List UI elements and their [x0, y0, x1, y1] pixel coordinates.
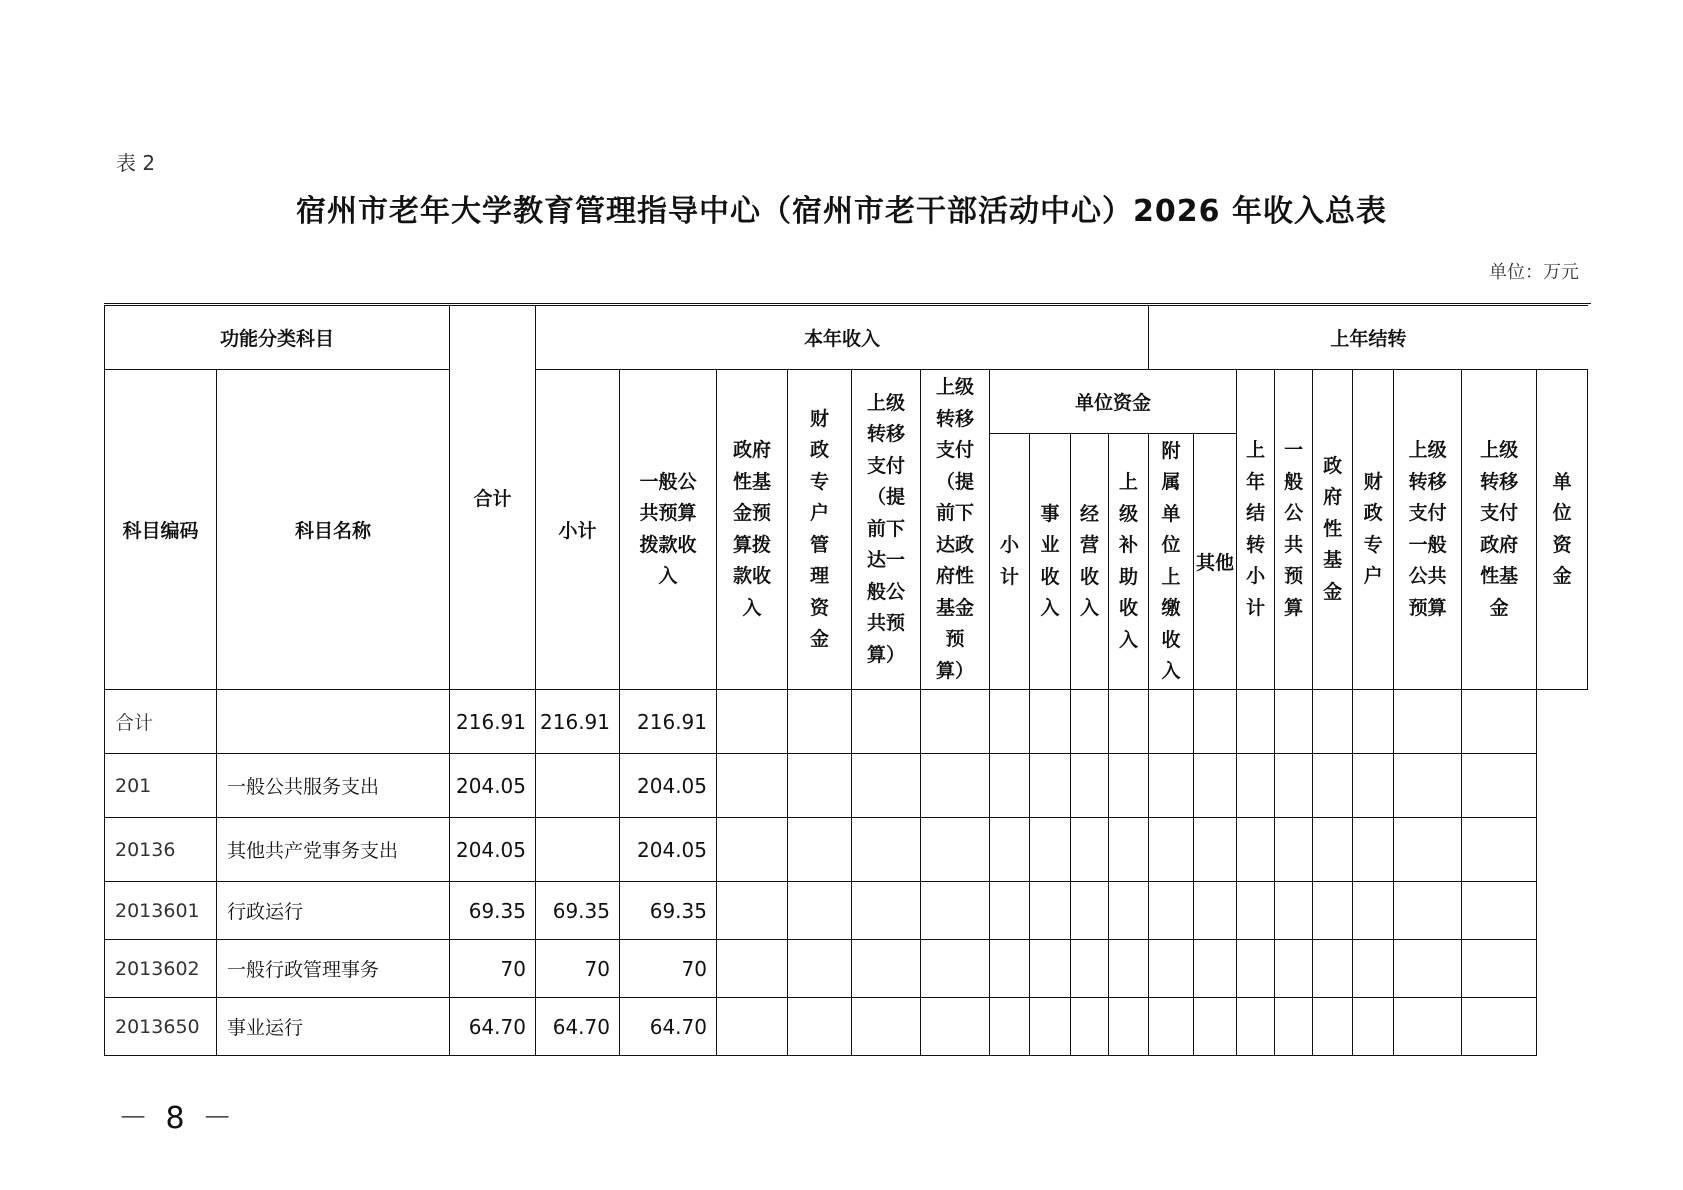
subject-code-cell: 2013602 — [105, 940, 217, 998]
header-government-fund-budget-allocation: 政府性基金预算拨款收入 — [717, 370, 788, 690]
subject-name-cell: 事业运行 — [217, 998, 450, 1056]
subtotal-cell: 64.70 — [536, 998, 620, 1056]
total-cell: 204.05 — [450, 818, 536, 882]
subject-name-cell: 行政运行 — [217, 882, 450, 940]
header-operating-income: 经营收入 — [1071, 434, 1109, 690]
table-label: 表 2 — [116, 151, 156, 175]
table-row — [105, 940, 1588, 998]
subtotal-cell: 70 — [536, 940, 620, 998]
header-current-year-income: 本年收入 — [536, 306, 1149, 370]
general-public-cell: 64.70 — [620, 998, 717, 1056]
table-row — [105, 882, 1588, 940]
header-superior-transfer-fund: 上级转移支付（提前下达政府性基金预算） — [921, 370, 990, 690]
header-business-income: 事业收入 — [1030, 434, 1071, 690]
header-carryover-unit-funds: 单位资金 — [1537, 370, 1588, 690]
header-prior-year-carryover: 上年结转 — [1149, 306, 1588, 370]
table-row — [105, 690, 1588, 754]
general-public-cell: 70 — [620, 940, 717, 998]
header-subtotal: 小计 — [536, 370, 620, 690]
total-cell: 204.05 — [450, 754, 536, 818]
header-functional-category: 功能分类科目 — [105, 306, 450, 370]
unit-label: 单位：万元 — [1489, 262, 1579, 283]
header-carryover-general-public-budget: 一般公共预算 — [1275, 370, 1313, 690]
general-public-cell: 69.35 — [620, 882, 717, 940]
subject-code-cell: 2013650 — [105, 998, 217, 1056]
header-subject-name: 科目名称 — [217, 370, 450, 690]
header-row-2 — [105, 370, 1588, 434]
total-cell: 216.91 — [450, 690, 536, 754]
general-public-cell: 204.05 — [620, 818, 717, 882]
header-unit-subtotal: 小计 — [990, 434, 1030, 690]
header-other: 其他 — [1194, 434, 1237, 690]
subject-code-cell: 2013601 — [105, 882, 217, 940]
subject-name-cell: 一般公共服务支出 — [217, 754, 450, 818]
header-carryover-government-fund: 政府性基金 — [1313, 370, 1353, 690]
general-public-cell: 204.05 — [620, 754, 717, 818]
subtotal-cell: 69.35 — [536, 882, 620, 940]
page-number: － 8 － — [118, 1101, 237, 1136]
total-cell: 70 — [450, 940, 536, 998]
header-total: 合计 — [450, 306, 536, 690]
subject-code-cell: 20136 — [105, 818, 217, 882]
header-superior-subsidy-income: 上级补助收入 — [1109, 434, 1149, 690]
table-row — [105, 754, 1588, 818]
subtotal-cell — [536, 754, 620, 818]
header-carryover-fiscal-special-account: 财政专户 — [1353, 370, 1394, 690]
document-title: 宿州市老年大学教育管理指导中心（宿州市老干部活动中心）2026 年收入总表 — [296, 194, 1387, 229]
top-rule — [104, 303, 1591, 304]
subtotal-cell: 216.91 — [536, 690, 620, 754]
header-carryover-superior-transfer-fund: 上级转移支付政府性基金 — [1462, 370, 1537, 690]
subtotal-cell — [536, 818, 620, 882]
header-fiscal-special-account-funds: 财政专户管理资金 — [788, 370, 852, 690]
general-public-cell: 216.91 — [620, 690, 717, 754]
subject-name-cell: 一般行政管理事务 — [217, 940, 450, 998]
header-subject-code: 科目编码 — [105, 370, 217, 690]
income-summary-table — [104, 305, 1588, 1056]
table-row — [105, 818, 1588, 882]
subject-code-cell: 201 — [105, 754, 217, 818]
subject-code-cell: 合计 — [105, 690, 217, 754]
total-cell: 69.35 — [450, 882, 536, 940]
header-carryover-superior-transfer-general: 上级转移支付一般公共预算 — [1394, 370, 1462, 690]
subject-name-cell: 其他共产党事务支出 — [217, 818, 450, 882]
header-row-1 — [105, 306, 1588, 370]
header-unit-funds: 单位资金 — [990, 370, 1237, 434]
header-affiliated-unit-remittance: 附属单位上缴收入 — [1149, 434, 1194, 690]
subject-name-cell — [217, 690, 450, 754]
total-cell: 64.70 — [450, 998, 536, 1056]
header-general-public-budget-allocation: 一般公共预算拨款收入 — [620, 370, 717, 690]
header-superior-transfer-general: 上级转移支付（提前下达一般公共预算） — [852, 370, 921, 690]
table-row — [105, 998, 1588, 1056]
header-carryover-subtotal: 上年结转小计 — [1237, 370, 1275, 690]
